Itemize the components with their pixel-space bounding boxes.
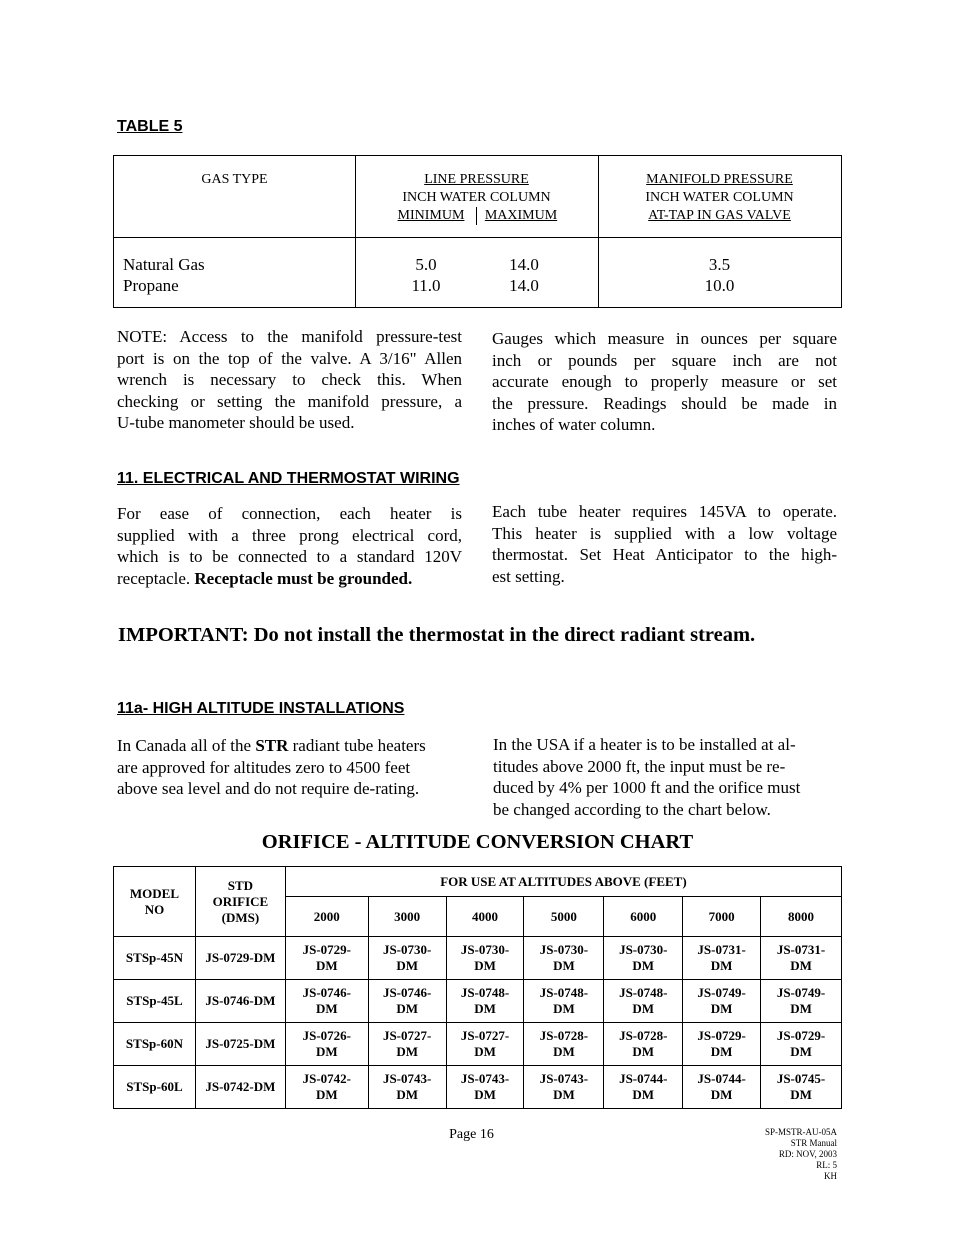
propane-max: 14.0 — [509, 276, 539, 295]
gas-propane: Propane — [123, 276, 179, 295]
propane-min: 11.0 — [411, 276, 441, 295]
col-alt-5000: 5000 — [524, 897, 604, 937]
col-alt-7000: 7000 — [683, 897, 761, 937]
gas-natural: Natural Gas — [123, 255, 205, 274]
note-right: Gauges which measure in ounces per square inch or pounds per square inch are not accurate enough to properly measure or set the pressure. Readings should be made in inches of water column. — [492, 329, 837, 434]
col-line-maximum: MAXIMUM — [484, 208, 558, 223]
table-row: STSp-45L JS-0746-DM JS-0746- DM JS-0746- DM JS-0748- DM JS-0748- DM JS-0748- DM JS-0749- DM JS-0749- DM — [114, 980, 842, 1023]
table-row: STSp-60N JS-0725-DM JS-0726- DM JS-0727- DM JS-0727- DM JS-0728- DM JS-0728- DM JS-0729- DM JS-0729- DM — [114, 1023, 842, 1066]
col-line-pressure-title: LINE PRESSURE — [424, 172, 529, 187]
col-alt-8000: 8000 — [761, 897, 842, 937]
col-std-orifice: STD ORIFICE (DMS) — [195, 867, 285, 937]
col-altitudes-span: FOR USE AT ALTITUDES ABOVE (FEET) — [285, 867, 841, 897]
col-gas-type: GAS TYPE — [201, 172, 268, 187]
natural-max: 14.0 — [509, 255, 539, 274]
col-line-pressure-unit: INCH WATER COLUMN — [402, 190, 551, 205]
document-meta: SP-MSTR-AU-05A STR Manual RD: NOV, 2003 RL: 5 KH — [764, 1127, 837, 1181]
gas-pressure-table — [113, 155, 842, 308]
important-notice: IMPORTANT: Do not install the thermostat in the direct radiant stream. — [118, 624, 756, 646]
note-left: NOTE: Access to the manifold pressure-test port is on the top of the valve. A 3/16" Allen wrench is necessary to check this. When checking or setting the manifold pressure, a U-tube manometer should be used. — [117, 327, 462, 432]
natural-manifold: 3.5 — [708, 255, 731, 274]
section-11-right: Each tube heater requires 145VA to operate. This heater is supplied with a low voltage thermostat. Set Heat Anticipator to the high- est setting. — [492, 502, 837, 586]
natural-min: 5.0 — [415, 255, 437, 274]
page-number: Page 16 — [449, 1127, 494, 1142]
section-11-left: For ease of connection, each heater is supplied with a three prong electrical cord, which is to be connected to a standard 120V receptacle. Receptacle must be grounded. — [117, 504, 462, 588]
section-11-heading: 11. ELECTRICAL AND THERMOSTAT WIRING — [117, 470, 460, 487]
section-11a-right: In the USA if a heater is to be installed at al- titudes above 2000 ft, the input must be re- duced by 4% per 1000 ft and the orifice must be changed according to the chart below. — [493, 735, 801, 819]
col-alt-6000: 6000 — [604, 897, 683, 937]
table-row: STSp-45N JS-0729-DM JS-0729- DM JS-0730- DM JS-0730- DM JS-0730- DM JS-0730- DM JS-0731- DM JS-0731- DM — [114, 937, 842, 980]
col-manifold-tap: AT-TAP IN GAS VALVE — [648, 208, 791, 223]
section-11a-heading: 11a- HIGH ALTITUDE INSTALLATIONS — [117, 700, 405, 717]
section-11a-left: In Canada all of the STR radiant tube heaters are approved for altitudes zero to 4500 feet above sea level and do not require de-rating. — [117, 736, 426, 798]
orifice-chart-title: ORIFICE - ALTITUDE CONVERSION CHART — [261, 831, 694, 853]
orifice-altitude-table — [113, 866, 842, 1109]
col-alt-3000: 3000 — [368, 897, 446, 937]
col-manifold-title: MANIFOLD PRESSURE — [646, 172, 793, 187]
col-model-no: MODEL NO — [114, 867, 196, 937]
propane-manifold: 10.0 — [704, 276, 735, 295]
col-alt-4000: 4000 — [446, 897, 524, 937]
col-manifold-unit: INCH WATER COLUMN — [645, 190, 794, 205]
col-alt-2000: 2000 — [285, 897, 368, 937]
table-row: STSp-60L JS-0742-DM JS-0742- DM JS-0743- DM JS-0743- DM JS-0743- DM JS-0744- DM JS-0744- DM JS-0745- DM — [114, 1066, 842, 1109]
table5-heading: TABLE 5 — [117, 118, 183, 135]
col-line-minimum: MINIMUM — [397, 208, 465, 223]
